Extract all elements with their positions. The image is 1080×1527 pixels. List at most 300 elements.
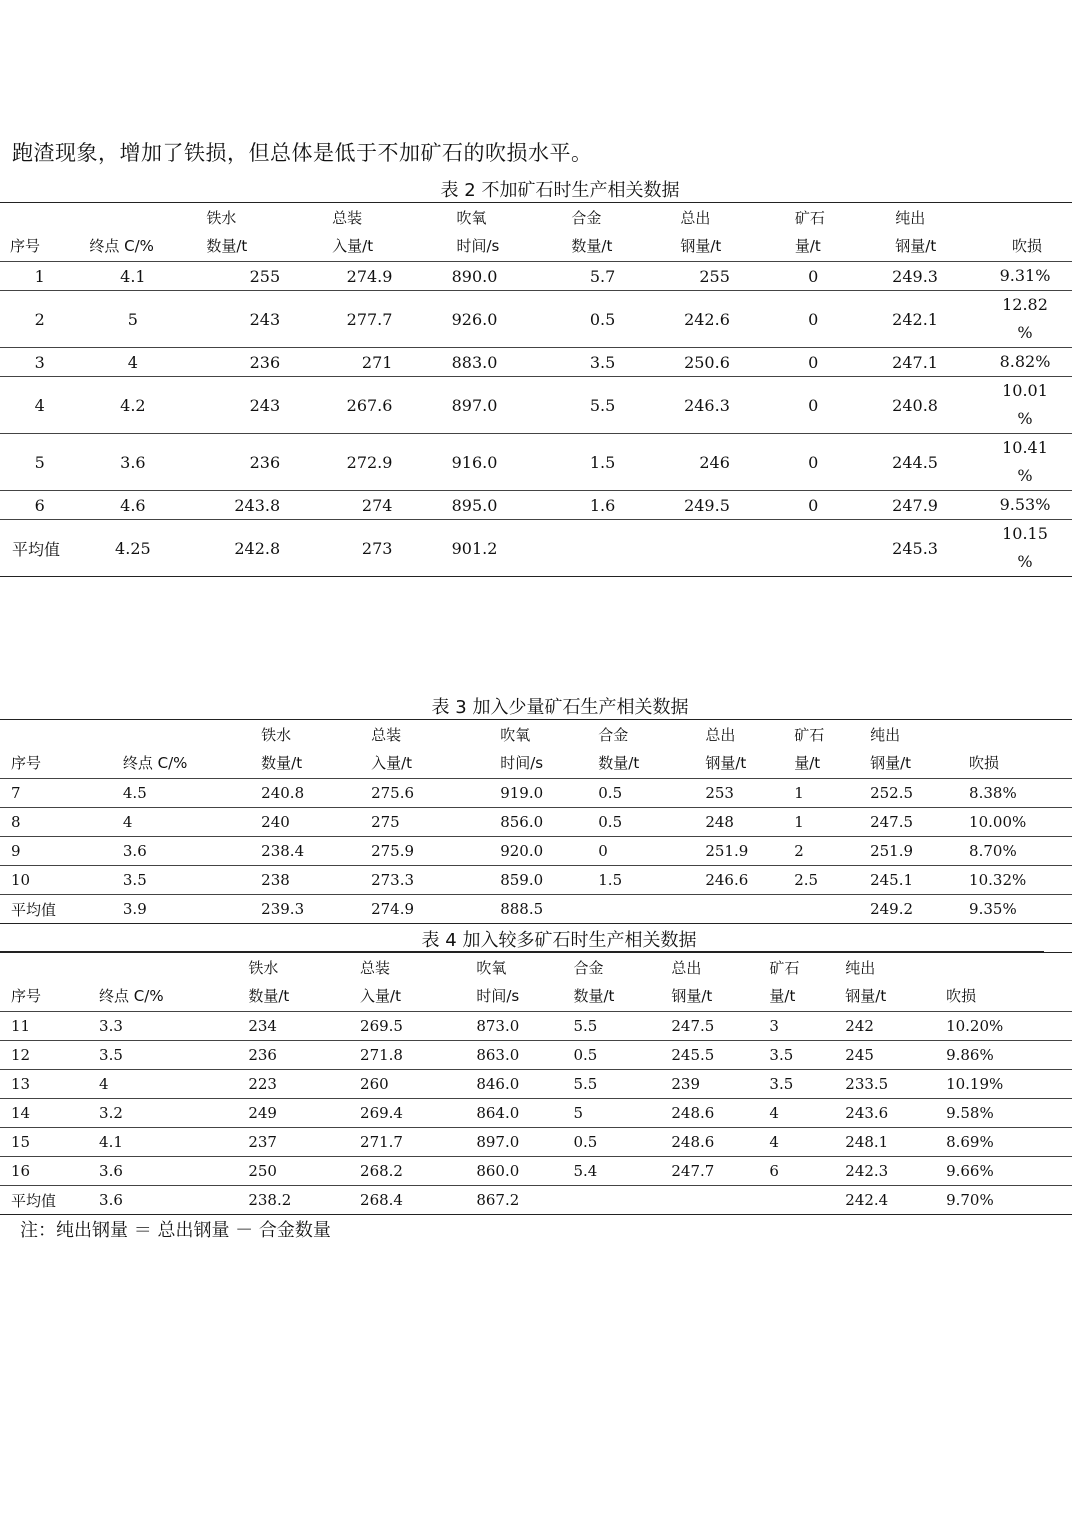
table-cell: 897.0 [428,377,557,434]
header-label-top: 铁水 [206,209,237,227]
header-label-bottom: 序号 [11,754,42,772]
header-label-bottom: 数量/t [248,987,290,1005]
header-label-top: 矿石 [794,209,825,227]
table-cell: 247.7 [671,1157,769,1186]
table-row [0,1099,1072,1128]
table-row [0,866,1072,895]
table-cell: 269.5 [350,1012,466,1041]
header-label-bottom: 入量/t [332,237,374,255]
table-cell: 3.9 [113,895,251,924]
table-cell: 10.32% [969,866,1072,895]
table-cell: 245.1 [870,866,969,895]
header-label-top: 矿石 [794,726,825,744]
table-cell [573,1186,671,1215]
loss-part: 9.53% [999,495,1051,514]
loss-part: % [1017,323,1033,342]
header-cell [598,720,705,779]
loss-value [996,291,1054,347]
table-cell: 250 [238,1157,350,1186]
loss-part: 9.31% [999,266,1051,285]
table-cell: 9.70% [946,1186,1072,1215]
table-cell: 238.2 [238,1186,350,1215]
table-cell: 5.4 [573,1157,671,1186]
header-label-bottom: 入量/t [360,987,401,1005]
table-cell: 13 [0,1070,89,1099]
loss-cell [978,262,1072,291]
table-cell: 245 [845,1041,946,1070]
table-cell: 4.1 [89,1128,238,1157]
loss-value [996,377,1054,433]
header-label-top: 总出 [705,726,736,744]
table-cell: 249 [238,1099,350,1128]
table-cell: 242.4 [845,1186,946,1215]
table-cell: 11 [0,1012,89,1041]
table-cell: 7 [0,779,113,808]
table-cell: 2.5 [794,866,870,895]
table-cell: 3.2 [89,1099,238,1128]
table-cell: 9.86% [946,1041,1072,1070]
table-cell: 271.7 [350,1128,466,1157]
table-cell: 4.1 [79,262,186,291]
header-label-top [123,721,251,749]
table-cell: 5.7 [557,262,660,291]
header-label-bottom: 量/t [794,754,821,772]
table-cell: 239 [671,1070,769,1099]
table-cell: 5.5 [573,1012,671,1041]
header-cell [557,203,660,262]
table-cell: 250.6 [660,348,775,377]
header-label-top: 总装 [360,959,391,977]
table-cell: 926.0 [428,291,557,348]
header-label-bottom: 量/t [769,987,796,1005]
loss-cell [978,377,1072,434]
table-cell: 274.9 [310,262,428,291]
table-cell: 10.19% [946,1070,1072,1099]
table-cell: 0 [775,491,873,520]
table-cell: 269.4 [350,1099,466,1128]
header-label-top: 吹氧 [476,959,507,977]
header-cell [660,203,775,262]
table-cell [769,1186,845,1215]
table-cell: 12 [0,1041,89,1070]
header-label-bottom: 吹损 [946,987,977,1005]
header-label-bottom: 钢量/t [845,987,887,1005]
table-cell: 6 [0,491,79,520]
loss-part: % [1017,409,1033,428]
table-cell: 3.5 [769,1070,845,1099]
table-cell: 248.6 [671,1099,769,1128]
table-cell: 274 [310,491,428,520]
table-cell: 873.0 [466,1012,573,1041]
table-cell: 4 [79,348,186,377]
table-cell: 9.35% [969,895,1072,924]
header-cell [775,203,873,262]
table-cell: 251.9 [870,837,969,866]
loss-value [996,434,1054,490]
table-cell: 平均值 [0,895,113,924]
table-cell: 275.6 [361,779,490,808]
table-cell: 0 [775,348,873,377]
header-label-top: 总出 [680,209,711,227]
header-cell [671,953,769,1012]
table-cell: 8.38% [969,779,1072,808]
header-cell [251,720,361,779]
table-cell: 6 [769,1157,845,1186]
table-cell: 242.6 [660,291,775,348]
table-row [0,1070,1072,1099]
table-cell: 0.5 [598,808,705,837]
table-cell: 916.0 [428,434,557,491]
table-cell: 890.0 [428,262,557,291]
table-cell: 4 [113,808,251,837]
table-cell: 245.3 [873,520,978,577]
table-cell: 0 [775,291,873,348]
table-cell: 271.8 [350,1041,466,1070]
table-cell: 846.0 [466,1070,573,1099]
header-label-top [946,954,1072,982]
header-label-top [89,204,186,232]
table-cell [660,520,775,577]
header-cell [186,203,310,262]
table-cell: 15 [0,1128,89,1157]
table-cell: 859.0 [490,866,598,895]
table-cell: 247.1 [873,348,978,377]
header-cell [79,203,186,262]
header-cell [89,953,238,1012]
table-cell: 255 [660,262,775,291]
table-cell: 8.69% [946,1128,1072,1157]
table-cell: 242.8 [186,520,310,577]
table-cell: 895.0 [428,491,557,520]
table-cell: 8 [0,808,113,837]
table-cell: 3.5 [557,348,660,377]
table-cell: 275 [361,808,490,837]
table-cell: 3.5 [89,1041,238,1070]
table-cell [671,1186,769,1215]
table-cell: 1 [794,808,870,837]
table-cell: 238 [251,866,361,895]
table-cell: 268.4 [350,1186,466,1215]
table-cell [775,520,873,577]
header-cell [573,953,671,1012]
table-cell [705,895,794,924]
table-cell: 238.4 [251,837,361,866]
loss-part: % [1017,552,1033,571]
header-label-bottom: 钢量/t [895,237,937,255]
header-label-top: 纯出 [870,726,901,744]
loss-cell [978,348,1072,377]
table-row [0,262,1072,291]
table-cell: 0 [775,377,873,434]
table-cell: 9.66% [946,1157,1072,1186]
loss-cell [978,434,1072,491]
table-row [0,291,1072,348]
table-cell: 5 [573,1099,671,1128]
header-cell [946,953,1072,1012]
table-cell: 244.5 [873,434,978,491]
table-cell: 4 [769,1099,845,1128]
header-row [0,203,1072,262]
header-label-top: 总装 [371,726,402,744]
table-cell: 267.6 [310,377,428,434]
header-label-top [11,721,113,749]
table-cell: 252.5 [870,779,969,808]
table-cell: 242.3 [845,1157,946,1186]
table-cell: 10.00% [969,808,1072,837]
header-row [0,953,1072,1012]
table-cell: 236 [186,348,310,377]
table-cell: 273.3 [361,866,490,895]
table-cell: 14 [0,1099,89,1128]
table-cell: 0 [775,434,873,491]
table-cell: 234 [238,1012,350,1041]
header-cell [978,203,1072,262]
loss-part: 10.15 [1002,524,1048,543]
header-label-bottom: 钢量/t [870,754,912,772]
header-label-bottom: 终点 C/% [89,237,154,255]
table3-caption: 表 3 加入少量矿石生产相关数据 [431,697,689,718]
table-cell: 901.2 [428,520,557,577]
table-cell: 1.5 [598,866,705,895]
table-cell: 246.6 [705,866,794,895]
loss-cell [978,520,1072,577]
table-cell: 4 [0,377,79,434]
table-cell: 3.6 [113,837,251,866]
table-cell: 3.5 [113,866,251,895]
table-cell: 251.9 [705,837,794,866]
table-cell: 4 [89,1070,238,1099]
table2 [0,202,1072,577]
header-label-top [969,721,1072,749]
header-label-top [10,204,79,232]
header-label-bottom: 时间/s [476,987,520,1005]
table-cell: 883.0 [428,348,557,377]
table-row [0,434,1072,491]
table-cell: 0.5 [598,779,705,808]
loss-part: % [1017,466,1033,485]
table-cell: 8.70% [969,837,1072,866]
table-cell: 243.8 [186,491,310,520]
loss-value [996,348,1054,376]
table-cell: 864.0 [466,1099,573,1128]
table-cell: 277.7 [310,291,428,348]
table-cell: 240.8 [251,779,361,808]
table-cell: 5.5 [573,1070,671,1099]
header-row [0,720,1072,779]
header-label-top: 总出 [671,959,702,977]
table-row [0,779,1072,808]
header-label-top: 合金 [573,959,604,977]
table-cell: 249.2 [870,895,969,924]
header-label-top: 纯出 [845,959,876,977]
table-cell: 239.3 [251,895,361,924]
table-cell: 0.5 [557,291,660,348]
table-row [0,1128,1072,1157]
table-cell: 237 [238,1128,350,1157]
header-cell [870,720,969,779]
table-cell: 236 [186,434,310,491]
table-cell: 平均值 [0,520,79,577]
header-cell [238,953,350,1012]
header-label-top: 纯出 [895,209,926,227]
table-row [0,1012,1072,1041]
table-cell: 245.5 [671,1041,769,1070]
table-cell: 10.20% [946,1012,1072,1041]
table-cell: 4.6 [79,491,186,520]
table-cell: 233.5 [845,1070,946,1099]
table-cell: 5.5 [557,377,660,434]
table-cell: 249.5 [660,491,775,520]
loss-part: 10.41 [1002,438,1048,457]
header-cell [0,203,79,262]
table-cell: 2 [0,291,79,348]
loss-cell [978,491,1072,520]
header-label-bottom: 钢量/t [671,987,713,1005]
table-row [0,1041,1072,1070]
header-label-top [99,954,238,982]
table-cell: 0.5 [573,1041,671,1070]
header-label-top: 铁水 [261,726,292,744]
table-cell: 242.1 [873,291,978,348]
table-row [0,377,1072,434]
header-label-top: 合金 [598,726,629,744]
table-cell: 1.5 [557,434,660,491]
table-cell: 1 [794,779,870,808]
footnote: 注：纯出钢量 ＝ 总出钢量 － 合金数量 [20,1220,331,1241]
table-cell: 0.5 [573,1128,671,1157]
header-cell [969,720,1072,779]
table-cell: 3.6 [89,1186,238,1215]
table-row [0,348,1072,377]
table-cell: 253 [705,779,794,808]
table-row [0,491,1072,520]
table-cell: 236 [238,1041,350,1070]
table-cell: 248 [705,808,794,837]
header-cell [0,720,113,779]
table-cell: 247.5 [671,1012,769,1041]
table-cell: 243 [186,377,310,434]
header-label-top: 矿石 [769,959,800,977]
table-cell: 1.6 [557,491,660,520]
intro-paragraph: 跑渣现象，增加了铁损，但总体是低于不加矿石的吹损水平。 [12,141,593,165]
table-cell [598,895,705,924]
table-cell: 247.9 [873,491,978,520]
table-cell [794,895,870,924]
header-label-bottom: 终点 C/% [99,987,164,1005]
table4 [0,952,1072,1215]
header-label-bottom: 时间/s [500,754,544,772]
header-label-bottom: 量/t [794,237,821,255]
table-row [0,520,1072,577]
header-cell [0,953,89,1012]
table-cell: 240 [251,808,361,837]
header-cell [361,720,490,779]
loss-part: 10.01 [1002,381,1048,400]
table-cell: 856.0 [490,808,598,837]
table-cell: 4.2 [79,377,186,434]
header-cell [466,953,573,1012]
header-label-top: 吹氧 [500,726,531,744]
loss-value [996,520,1054,576]
table-cell: 867.2 [466,1186,573,1215]
table-cell: 919.0 [490,779,598,808]
loss-value [996,491,1054,519]
table-cell [557,520,660,577]
table-cell: 863.0 [466,1041,573,1070]
table-cell: 223 [238,1070,350,1099]
header-cell [490,720,598,779]
header-cell [428,203,557,262]
table-row [0,895,1072,924]
table3 [0,719,1072,924]
header-label-bottom: 数量/t [571,237,613,255]
table-cell: 5 [0,434,79,491]
loss-part: 8.82% [999,352,1051,371]
table-cell: 248.6 [671,1128,769,1157]
header-cell [769,953,845,1012]
header-cell [845,953,946,1012]
table-cell: 275.9 [361,837,490,866]
table-cell: 9.58% [946,1099,1072,1128]
table-row [0,1186,1072,1215]
loss-cell [978,291,1072,348]
loss-value [996,262,1054,290]
table-cell: 255 [186,262,310,291]
table-cell: 2 [794,837,870,866]
header-label-bottom: 数量/t [598,754,640,772]
table2-caption: 表 2 不加矿石时生产相关数据 [440,180,680,201]
table-cell: 3.5 [769,1041,845,1070]
header-label-top [978,204,1042,232]
header-label-bottom: 钢量/t [705,754,747,772]
header-label-bottom: 吹损 [969,754,1000,772]
table-cell: 897.0 [466,1128,573,1157]
table-cell: 271 [310,348,428,377]
table-cell: 246 [660,434,775,491]
header-label-bottom: 序号 [10,237,41,255]
table-cell: 243 [186,291,310,348]
table-cell: 10 [0,866,113,895]
table-cell: 0 [598,837,705,866]
table-cell: 5 [79,291,186,348]
table-cell: 4.25 [79,520,186,577]
header-label-bottom: 吹损 [1011,237,1042,255]
header-label-bottom: 数量/t [261,754,303,772]
table-cell: 860.0 [466,1157,573,1186]
header-cell [113,720,251,779]
header-label-bottom: 入量/t [371,754,412,772]
header-label-top: 吹氧 [456,209,487,227]
header-cell [794,720,870,779]
header-label-top: 合金 [571,209,602,227]
header-label-bottom: 数量/t [206,237,248,255]
table-cell: 1 [0,262,79,291]
table-cell: 4 [769,1128,845,1157]
table-cell: 242 [845,1012,946,1041]
header-cell [350,953,466,1012]
header-label-top: 总装 [332,209,363,227]
table-cell: 888.5 [490,895,598,924]
table-row [0,837,1072,866]
table-cell: 246.3 [660,377,775,434]
header-label-bottom: 序号 [11,987,42,1005]
header-label-bottom: 终点 C/% [122,754,188,772]
header-label-bottom: 时间/s [456,237,500,255]
header-label-bottom: 数量/t [573,987,615,1005]
table-cell: 243.6 [845,1099,946,1128]
table-cell: 249.3 [873,262,978,291]
table-cell: 0 [775,262,873,291]
